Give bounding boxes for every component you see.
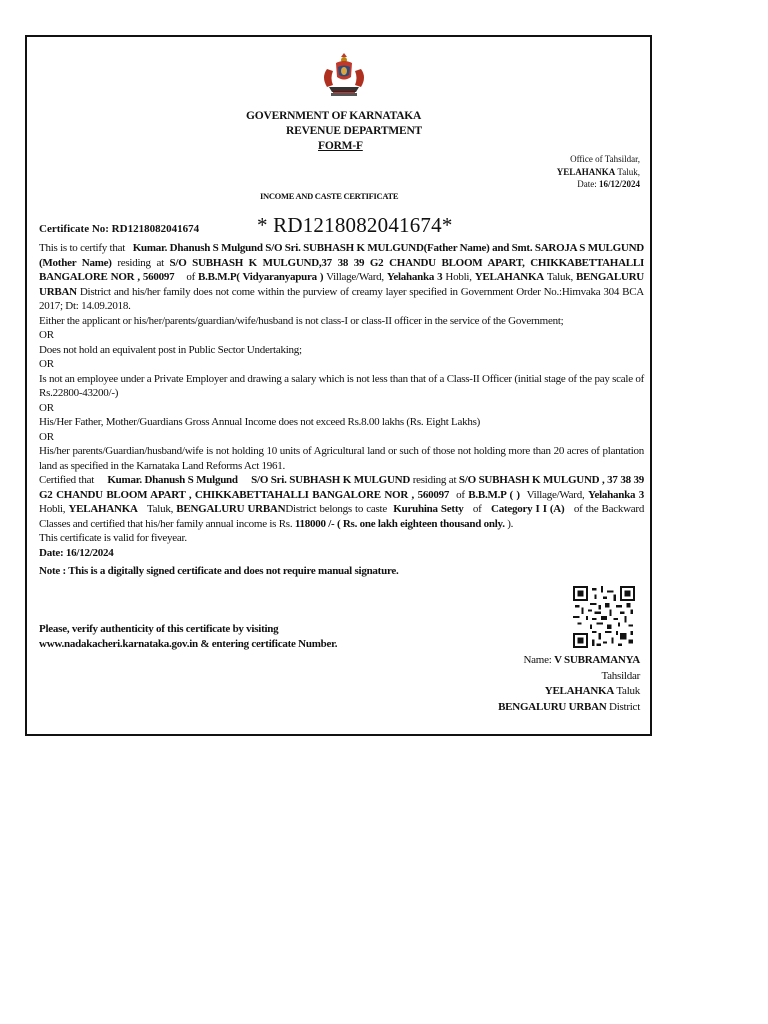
digital-signature-note: Note : This is a digitally signed certificate and does not require manual signature. — [39, 565, 399, 577]
certificate-title: INCOME AND CASTE CERTIFICATE — [260, 191, 399, 201]
or-separator: OR — [39, 430, 54, 443]
qr-code — [573, 586, 635, 648]
signatory-block — [380, 653, 640, 715]
or-separator: OR — [39, 401, 54, 414]
paragraph-certified: Certified that Kumar. Dhanush S Mulgund S/O Sri. SUBHASH K MULGUND residing at S/O SUBHASH K MULGUND , 37 38 39 G2 CHANDU BLOOM APART , CHIKKABETTAHALLI BANGALORE NOR , 560097 of B.B.M.P ( ) Village/Ward, Yelahanka 3 Hobli, YELAHANKA Taluk, BENGALURU URBANDistrict belongs to caste Kuruhina Setty of Category I I (A) of the Backward Classes and certified that his/her family annual income is Rs. 118000 /- ( Rs. one lakh eighteen thousand only. ). — [39, 474, 645, 530]
paragraph-private-employer: Is not an employee under a Private Employer and drawing a salary which is not less than that of a Class-II Officer (initial stage of the pay scale of Rs.22800-43200/-) — [39, 372, 644, 399]
certificate-page — [25, 35, 652, 736]
office-line: Office of Tahsildar, — [570, 154, 640, 164]
paragraph-income-limit: His/Her Father, Mother/Guardians Gross Annual Income does not exceed Rs.8.00 lakhs (Rs. Eight Lakhs) — [39, 416, 481, 428]
signatory-name: Name: V SUBRAMANYA — [523, 654, 640, 666]
certificate-body — [39, 241, 644, 560]
or-separator: OR — [39, 358, 54, 370]
verification-instructions: Please, verify authenticity of this certificate by visiting www.nadakacheri.karnataka.gov.in & entering certificate Number. — [39, 623, 338, 650]
department-heading: REVENUE DEPARTMENT — [286, 125, 423, 137]
signatory-designation: Tahsildar — [601, 669, 640, 682]
karnataka-emblem-icon — [317, 51, 371, 97]
certificate-date: Date: 16/12/2024 — [39, 546, 114, 559]
paragraph-validity: This certificate is valid for fiveyear. — [39, 532, 187, 544]
office-date: Date: 16/12/2024 — [577, 179, 640, 189]
signatory-taluk: YELAHANKA Taluk — [544, 685, 640, 697]
form-heading: FORM-F — [318, 140, 363, 152]
certificate-number-label: Certificate No: RD1218082041674 — [39, 223, 200, 235]
paragraph-class-officer: Either the applicant or his/her/parents/guardian/wife/husband is not class-I or class-II officer in the service of the Government; — [39, 314, 564, 327]
office-block — [440, 153, 640, 191]
or-separator: OR — [39, 329, 54, 341]
office-taluk: YELAHANKA Taluk, — [556, 166, 640, 177]
paragraph-applicant: This is to certify that Kumar. Dhanush S Mulgund S/O Sri. SUBHASH K MULGUND(Father Name) and Smt. SAROJA S MULGUND (Mother Name) residing at S/O SUBHASH K MULGUND,37 38 39 G2 CHANDU BLOOM APART, CHIKKABETTAHALLI BANGALORE NOR , 560097 of B.B.M.P( Vidyaranyapura ) Village/Ward, Yelahanka 3 Hobli, YELAHANKA Taluk, BENGALURU URBAN District and his/her family does not come within the purview of creamy layer specified in Government Order No.:Himvaka 304 BCA 2017; Dt: 14.09.2018. — [39, 242, 645, 312]
paragraph-land: His/her parents/Guardian/husband/wife is not holding 10 units of Agricultural land or such of those not holding more than 20 acres of plantation land as specified in the Karnataka Land Reforms Act 1961. — [39, 445, 644, 472]
government-heading: GOVERNMENT OF KARNATAKA — [246, 110, 422, 122]
certificate-number-large: * RD1218082041674* — [257, 213, 453, 237]
paragraph-psu: Does not hold an equivalent post in Public Sector Undertaking; — [39, 343, 302, 356]
signatory-district: BENGALURU URBAN District — [498, 700, 640, 713]
